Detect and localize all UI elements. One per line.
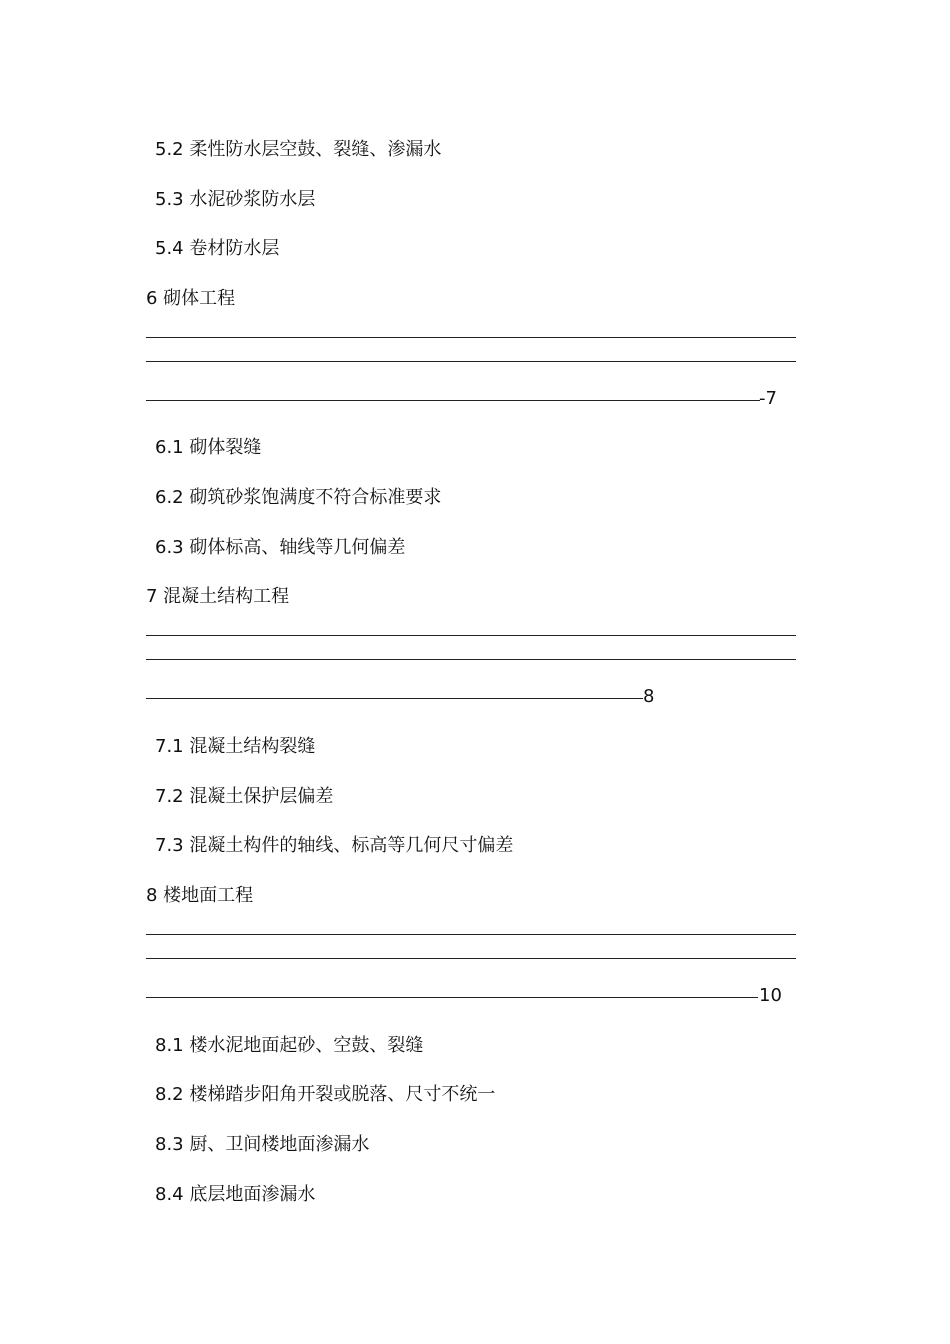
toc-item-7-1: 7.1 混凝土结构裂缝	[155, 736, 316, 757]
toc-item-8-4: 8.4 底层地面渗漏水	[155, 1184, 316, 1205]
leader-line	[146, 337, 796, 338]
toc-page-number-6: -7	[759, 388, 777, 409]
toc-section-6: 6 砌体工程	[146, 288, 236, 309]
leader-line	[146, 635, 796, 636]
toc-item-5-2: 5.2 柔性防水层空鼓、裂缝、渗漏水	[155, 139, 442, 160]
leader-line	[146, 400, 760, 401]
toc-item-6-1: 6.1 砌体裂缝	[155, 437, 262, 458]
leader-line	[146, 934, 796, 935]
toc-item-7-3: 7.3 混凝土构件的轴线、标高等几何尺寸偏差	[155, 835, 514, 856]
leader-line	[146, 958, 796, 959]
leader-line	[146, 698, 643, 699]
leader-line	[146, 659, 796, 660]
toc-item-5-3: 5.3 水泥砂浆防水层	[155, 189, 316, 210]
toc-item-7-2: 7.2 混凝土保护层偏差	[155, 786, 334, 807]
toc-item-5-4: 5.4 卷材防水层	[155, 238, 280, 259]
toc-item-8-1: 8.1 楼水泥地面起砂、空鼓、裂缝	[155, 1035, 424, 1056]
leader-line	[146, 361, 796, 362]
toc-section-8: 8 楼地面工程	[146, 885, 254, 906]
toc-page-number-7: 8	[643, 686, 655, 707]
leader-line	[146, 997, 758, 998]
toc-item-6-2: 6.2 砌筑砂浆饱满度不符合标准要求	[155, 487, 442, 508]
toc-page-number-8: 10	[759, 985, 782, 1006]
toc-item-8-3: 8.3 厨、卫间楼地面渗漏水	[155, 1134, 370, 1155]
toc-item-6-3: 6.3 砌体标高、轴线等几何偏差	[155, 537, 406, 558]
toc-item-8-2: 8.2 楼梯踏步阳角开裂或脱落、尺寸不统一	[155, 1084, 496, 1105]
toc-section-7: 7 混凝土结构工程	[146, 586, 290, 607]
